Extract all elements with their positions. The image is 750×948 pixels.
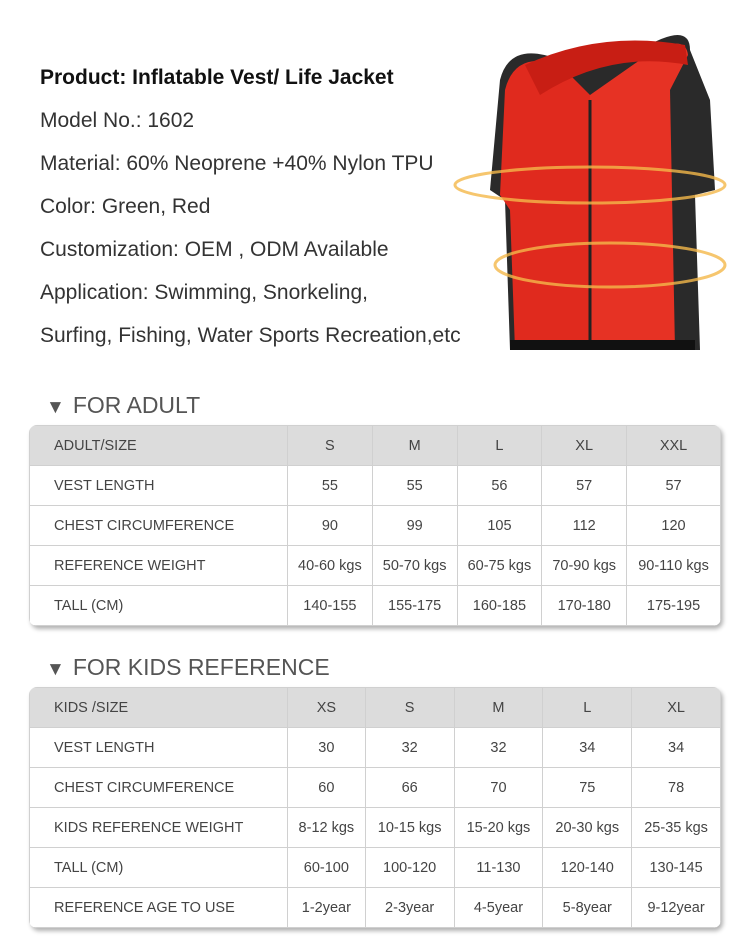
table-cell: 40-60 kgs [288, 546, 373, 586]
table-cell: 32 [365, 728, 454, 768]
table-cell: XXL [627, 426, 721, 466]
table-cell: 105 [457, 506, 542, 546]
row-label: TALL (CM) [30, 586, 288, 626]
table-row [30, 728, 721, 768]
row-label: CHEST CIRCUMFERENCE [30, 506, 288, 546]
application-line-2: Surfing, Fishing, Water Sports Recreation,etc [40, 324, 461, 347]
row-label: REFERENCE WEIGHT [30, 546, 288, 586]
table-cell: 56 [457, 466, 542, 506]
row-label: VEST LENGTH [30, 466, 288, 506]
table-cell: 55 [288, 466, 373, 506]
table-header-row [30, 688, 721, 728]
table-cell: L [457, 426, 542, 466]
product-title: Product: Inflatable Vest/ Life Jacket [40, 66, 394, 89]
table-cell: 75 [543, 768, 632, 808]
table-cell: 175-195 [627, 586, 721, 626]
table-cell: 160-185 [457, 586, 542, 626]
customization-line: Customization: OEM , ODM Available [40, 238, 389, 261]
table-cell: 99 [372, 506, 457, 546]
table-cell: 60-100 [288, 848, 366, 888]
table-cell: 4-5year [454, 888, 543, 928]
row-label: TALL (CM) [30, 848, 288, 888]
table-cell: XL [542, 426, 627, 466]
table-cell: 130-145 [632, 848, 721, 888]
adult-heading-text: FOR ADULT [72, 392, 201, 418]
table-cell: 20-30 kgs [543, 808, 632, 848]
table-cell: 90 [288, 506, 373, 546]
table-row [30, 768, 721, 808]
table-cell: 32 [454, 728, 543, 768]
table-cell: M [372, 426, 457, 466]
table-cell: 60-75 kgs [457, 546, 542, 586]
table-cell: 25-35 kgs [632, 808, 721, 848]
table-cell: 8-12 kgs [288, 808, 366, 848]
table-cell: S [288, 426, 373, 466]
table-cell: 1-2year [288, 888, 366, 928]
material-line: Material: 60% Neoprene +40% Nylon TPU [40, 152, 434, 175]
table-cell: 120-140 [543, 848, 632, 888]
triangle-down-icon: ▼ [46, 397, 65, 418]
table-cell: XS [288, 688, 366, 728]
table-cell: 55 [372, 466, 457, 506]
table-cell: 5-8year [543, 888, 632, 928]
table-cell: 57 [627, 466, 721, 506]
table-cell: 155-175 [372, 586, 457, 626]
triangle-down-icon: ▼ [46, 659, 65, 680]
table-row [30, 506, 721, 546]
table-cell: 34 [632, 728, 721, 768]
table-cell: 10-15 kgs [365, 808, 454, 848]
table-cell: 50-70 kgs [372, 546, 457, 586]
table-cell: 9-12year [632, 888, 721, 928]
table-cell: 15-20 kgs [454, 808, 543, 848]
kids-heading-text: FOR KIDS REFERENCE [72, 654, 330, 680]
table-cell: S [365, 688, 454, 728]
table-row [30, 888, 721, 928]
table-cell: 2-3year [365, 888, 454, 928]
table-cell: 60 [288, 768, 366, 808]
color-line: Color: Green, Red [40, 195, 211, 218]
table-cell: 11-130 [454, 848, 543, 888]
row-label: KIDS REFERENCE WEIGHT [30, 808, 288, 848]
table-cell: 57 [542, 466, 627, 506]
kids-section-heading [46, 654, 330, 681]
table-cell: 70 [454, 768, 543, 808]
row-label: ADULT/SIZE [30, 426, 288, 466]
table-cell: 78 [632, 768, 721, 808]
table-row [30, 848, 721, 888]
application-line: Application: Swimming, Snorkeling, [40, 281, 368, 304]
table-row [30, 466, 721, 506]
adult-section-heading [46, 392, 200, 419]
row-label: VEST LENGTH [30, 728, 288, 768]
product-info [40, 62, 461, 363]
table-cell: 170-180 [542, 586, 627, 626]
table-cell: M [454, 688, 543, 728]
table-header-row [30, 426, 721, 466]
adult-size-table [29, 425, 721, 626]
table-cell: 140-155 [288, 586, 373, 626]
row-label: CHEST CIRCUMFERENCE [30, 768, 288, 808]
table-row [30, 586, 721, 626]
row-label: REFERENCE AGE TO USE [30, 888, 288, 928]
table-row [30, 808, 721, 848]
table-cell: 90-110 kgs [627, 546, 721, 586]
row-label: KIDS /SIZE [30, 688, 288, 728]
table-cell: 66 [365, 768, 454, 808]
table-cell: 70-90 kgs [542, 546, 627, 586]
table-cell: 100-120 [365, 848, 454, 888]
table-cell: 30 [288, 728, 366, 768]
table-cell: 34 [543, 728, 632, 768]
model-line: Model No.: 1602 [40, 109, 195, 132]
table-cell: 120 [627, 506, 721, 546]
life-vest-image [440, 20, 730, 370]
table-cell: L [543, 688, 632, 728]
table-cell: 112 [542, 506, 627, 546]
table-row [30, 546, 721, 586]
kids-size-table [29, 687, 721, 928]
table-cell: XL [632, 688, 721, 728]
